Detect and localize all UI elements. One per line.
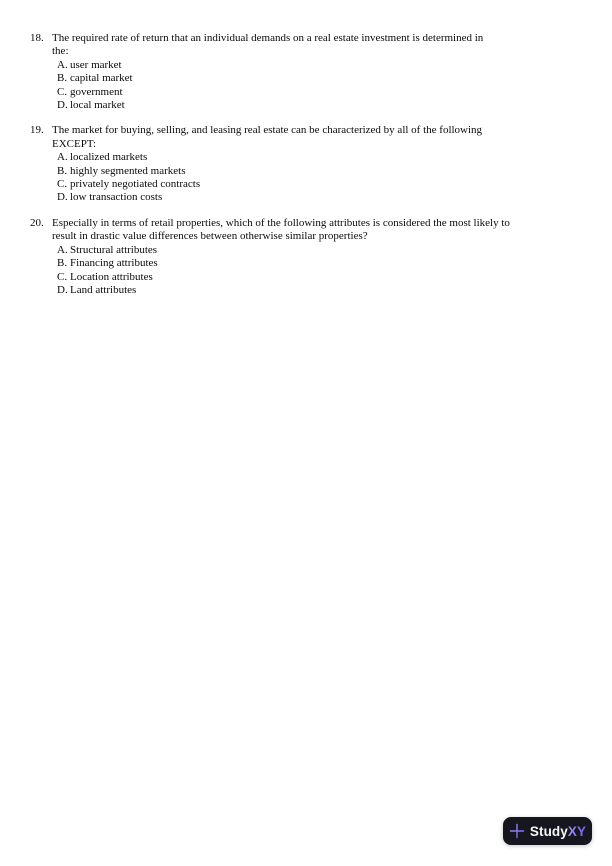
- option-letter: A.: [57, 243, 68, 256]
- question-18: [30, 32, 592, 112]
- option-text: low transaction costs: [70, 191, 163, 204]
- option-text: Financing attributes: [70, 257, 158, 270]
- question-text-line: EXCEPT:: [52, 137, 97, 150]
- question-text-line: the:: [52, 45, 69, 58]
- option-letter: C.: [57, 270, 68, 283]
- option-d: [57, 99, 574, 112]
- brand-xy: XY: [567, 823, 587, 839]
- option-text: capital market: [70, 72, 133, 85]
- option-text: local market: [70, 99, 125, 112]
- option-b: [57, 72, 574, 85]
- options-list: [57, 244, 574, 298]
- option-c: [57, 271, 574, 284]
- option-d: [57, 284, 574, 297]
- question-text-line: Especially in terms of retail properties, which of the following attributes is considered the most likely to: [52, 216, 510, 229]
- question-19: [30, 124, 592, 204]
- option-text: user market: [70, 58, 122, 71]
- option-letter: C.: [57, 85, 68, 98]
- option-letter: A.: [57, 58, 68, 71]
- option-text: localized markets: [70, 151, 148, 164]
- question-text-line: The required rate of return that an individual demands on a real estate investment is determined in: [52, 32, 484, 44]
- option-text: Land attributes: [70, 283, 137, 296]
- plus-icon: [509, 823, 525, 839]
- option-letter: B.: [57, 72, 68, 85]
- question-number: 18.: [30, 32, 44, 44]
- option-text: privately negotiated contracts: [70, 178, 201, 191]
- question-text-line: The market for buying, selling, and leasing real estate can be characterized by all of the following: [52, 124, 483, 137]
- option-b: [57, 165, 574, 178]
- option-d: [57, 191, 574, 204]
- option-letter: C.: [57, 178, 68, 191]
- option-text: Structural attributes: [70, 243, 158, 256]
- option-letter: A.: [57, 151, 68, 164]
- question-text-line: result in drastic value differences between otherwise similar properties?: [52, 230, 368, 243]
- question-20: [30, 217, 592, 297]
- option-letter: D.: [57, 191, 68, 204]
- option-text: highly segmented markets: [70, 164, 186, 177]
- option-text: government: [70, 85, 123, 98]
- option-a: [57, 151, 574, 164]
- option-letter: B.: [57, 257, 68, 270]
- option-c: [57, 86, 574, 99]
- studyxy-watermark-badge: [503, 817, 592, 845]
- options-list: [57, 151, 574, 205]
- option-letter: D.: [57, 99, 68, 112]
- brand-wordmark: [530, 824, 586, 839]
- question-number: 20.: [30, 216, 44, 229]
- option-a: [57, 59, 574, 72]
- options-list: [57, 59, 574, 113]
- option-letter: D.: [57, 283, 68, 296]
- question-number: 19.: [30, 124, 44, 137]
- option-letter: B.: [57, 164, 68, 177]
- option-b: [57, 257, 574, 270]
- brand-study: Study: [529, 823, 568, 839]
- option-a: [57, 244, 574, 257]
- option-text: Location attributes: [70, 270, 153, 283]
- option-c: [57, 178, 574, 191]
